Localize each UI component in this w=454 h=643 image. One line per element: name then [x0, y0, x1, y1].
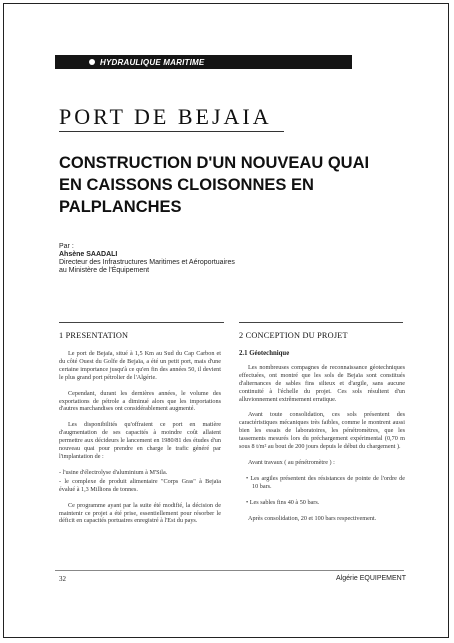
right-column: [239, 322, 405, 531]
title-underline: [59, 131, 284, 132]
subtitle-line: PALPLANCHES: [59, 198, 182, 216]
section-heading: 1 PRESENTATION: [59, 331, 129, 340]
paragraph: Avant travaux ( au pénétromètre ) :: [248, 458, 335, 466]
column-rule: [239, 322, 403, 323]
article-title: PORT DE BEJAIA: [59, 104, 272, 129]
section-label: HYDRAULIQUE MARITIME: [100, 57, 205, 67]
byline: [59, 243, 389, 275]
page-frame: [3, 3, 449, 638]
paragraph: Les disponibilités qu'offraient ce port en matière d'augmentation de ses capacités à moindre coût allaient permettre aux décideurs le lancement en 1980/81 des études d'un nouveau quai pour prendre en charge le trafic généré par l'implantation de :: [59, 421, 221, 460]
journal-name: Algérie EQUIPEMENT: [336, 575, 407, 582]
paragraph: Le port de Bejaïa, situé à 1,5 Km au Sud du Cap Carbon et du côté Ouest du Golfe de Bejaïa, a été un petit port, mais d'une certaine importance jusqu'à ce qu'en fin des années 50, il devient le plus grand port pétrolier de l'Algérie.: [59, 350, 221, 381]
paragraph: - l'usine d'électrolyse d'aluminium à M'Sila.: [59, 468, 168, 476]
list-item: • Les sables fins 40 à 50 bars.: [246, 498, 320, 506]
left-column: [59, 322, 221, 533]
section-heading: 2 CONCEPTION DU PROJET: [239, 331, 348, 340]
byline-par: Par :: [59, 243, 74, 250]
subtitle-line: EN CAISSONS CLOISONNES EN: [59, 176, 314, 194]
subtitle-line: CONSTRUCTION D'UN NOUVEAU QUAI: [59, 154, 370, 172]
column-rule: [59, 322, 224, 323]
author-role-line: au Ministère de l'Équipement: [59, 267, 150, 274]
page-number: 32: [59, 575, 66, 583]
author-name: Ahsène SAADALI: [59, 251, 118, 258]
article-subtitle: [59, 152, 419, 218]
paragraph: Avant toute consolidation, ces sols présentent des caractéristiques mécaniques très faibles, comme le montrent aussi bien les essais de laboratoires, les pénétromètres, que les tassements mesurés lors du préchargement expérimental (0,70 m sous 8 t/m² au bout de 200 jours depuis le début du chargement ).: [239, 411, 405, 451]
paragraph: Ce programme ayant par la suite été modifié, la décision de maintenir ce projet a été prise, essentiellement pour résorber le déficit en capacités portuaires enregistré à l'Est du pays.: [59, 501, 221, 525]
footer-rule: [55, 570, 404, 571]
subsection-heading: 2.1 Géotechnique: [239, 350, 290, 357]
paragraph: Les nombreuses compagnes de reconnaissance géotechniques effectuées, ont montré que les sols de Bejaïa sont constitués d'alternances de sables fins silteux et d'argile, sans aucune continuité à l'échelle du projet. Ces sols résultent d'un alluvionnement extrêmement erratique.: [239, 363, 405, 403]
bullet-icon: [89, 59, 95, 65]
section-banner: [55, 55, 352, 69]
paragraph: Cependant, durant les dernières années, le volume des exportations de pétrole a diminué alors que les importations d'autres marchandises ont considérablement augmenté.: [59, 389, 221, 413]
author-role-line: Directeur des Infrastructures Maritimes et Aéroportuaires: [59, 259, 235, 266]
paragraph: Après consolidation, 20 et 100 bars respectivement.: [248, 514, 377, 522]
list-item: • Les argiles présentent des résistances de pointe de l'ordre de 10 bars.: [246, 474, 405, 490]
paragraph: - le complexe de produit alimentaire "Corps Gras" à Bejaïa évalué à 1,3 Millions de tonnes.: [59, 477, 221, 493]
